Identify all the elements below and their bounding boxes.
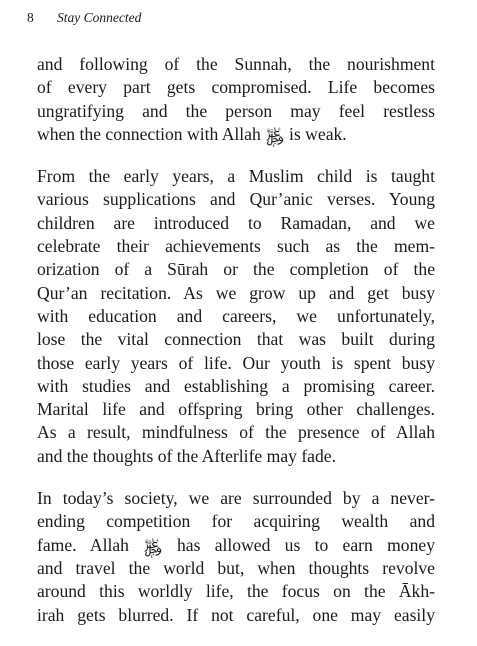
text-line: those early years of life. Our youth is spent busy [37, 352, 435, 373]
text-line: of every part gets compromised. Life becomes [37, 77, 435, 98]
text-line: around this worldly life, the focus on the Ākh- [37, 581, 435, 602]
text-line: orization of a Sūrah or the completion of the [37, 259, 435, 280]
page-number: 8 [27, 10, 34, 25]
text-line: and the thoughts of the Afterlife may fade. [37, 445, 336, 466]
text-line: In today’s society, we are surrounded by a never- [37, 488, 435, 509]
text-line: children are introduced to Ramadan, and we [37, 212, 435, 233]
text-line: various supplications and Qur’anic verses. Young [37, 189, 435, 210]
text-line: Marital life and offspring bring other challenges. [37, 399, 435, 420]
text-line: and following of the Sunnah, the nourishment [37, 54, 435, 74]
paragraph-3 [37, 487, 435, 627]
text-line: fame. Allah ﷿ has allowed us to earn money [37, 534, 435, 555]
text-line: with education and careers, we unfortunately, [37, 305, 435, 326]
text-line: with studies and establishing a promising career. [37, 375, 435, 396]
text-line: As a result, mindfulness of the presence of Allah [37, 422, 435, 443]
text-line: when the connection with Allah ﷿ is weak. [37, 123, 347, 144]
text-line: ending competition for acquiring wealth and [37, 511, 435, 532]
text-line: celebrate their achievements such as the mem- [37, 236, 435, 257]
page-header [27, 10, 141, 28]
paragraph-1 [37, 53, 435, 146]
text-line: irah gets blurred. If not careful, one may easily [37, 604, 435, 625]
paragraph-2 [37, 165, 435, 468]
text-line: lose the vital connection that was built during [37, 329, 435, 350]
text-line: ungratifying and the person may feel restless [37, 100, 435, 121]
running-head: Stay Connected [57, 10, 142, 25]
text-line: From the early years, a Muslim child is taught [37, 166, 435, 187]
text-line: Qur’an recitation. As we grow up and get busy [37, 282, 435, 303]
body-text [37, 53, 435, 646]
text-line: and travel the world but, when thoughts revolve [37, 557, 435, 578]
